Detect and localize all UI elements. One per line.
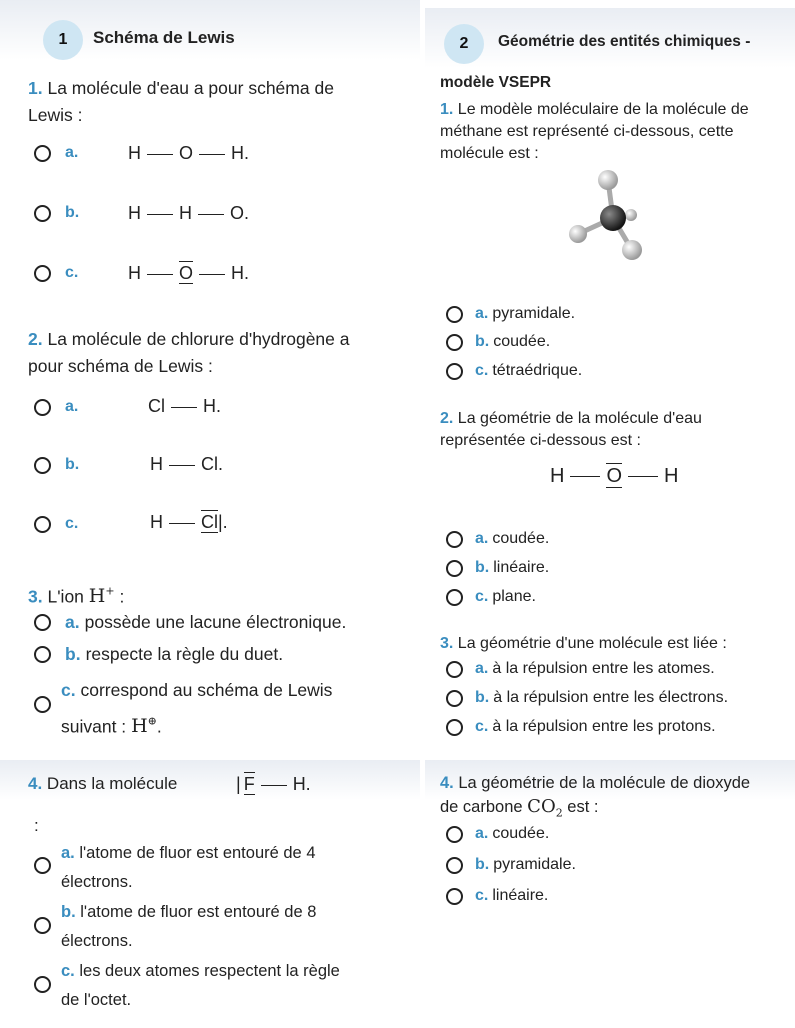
atom: H — [664, 465, 679, 487]
option-letter: a. — [475, 530, 489, 547]
option-b[interactable] — [446, 689, 728, 707]
radio-button[interactable] — [446, 826, 463, 843]
atom: H — [128, 203, 141, 223]
carbon-atom — [600, 205, 626, 231]
question-text — [440, 408, 702, 452]
lewis-formula — [128, 263, 249, 284]
atom: H — [128, 143, 141, 163]
bond-line — [147, 214, 173, 216]
question-text — [440, 771, 750, 826]
radio-button[interactable] — [34, 399, 51, 416]
option-b[interactable] — [446, 856, 576, 874]
hydrogen-atom — [622, 240, 642, 260]
bond-line — [169, 523, 195, 525]
option-text: à la répulsion entre les protons. — [492, 718, 716, 735]
question-number: 4. — [440, 774, 454, 792]
option-c[interactable] — [34, 515, 78, 533]
bond-line — [570, 476, 600, 478]
atom-with-lone-pairs: O — [179, 263, 194, 283]
radio-button[interactable] — [446, 531, 463, 548]
radio-button[interactable] — [34, 646, 51, 663]
option-letter: c. — [475, 718, 489, 735]
option-letter: c. — [475, 887, 489, 904]
option-text: pyramidale. — [493, 856, 576, 873]
option-a[interactable] — [446, 530, 549, 548]
lewis-formula — [128, 143, 249, 164]
option-letter: c. — [65, 264, 79, 281]
question-number: 1. — [28, 78, 43, 98]
radio-button[interactable] — [34, 696, 51, 713]
option-c[interactable] — [446, 362, 582, 380]
question-line: est : — [567, 798, 599, 816]
question-number: 2. — [28, 329, 43, 349]
option-c[interactable] — [446, 887, 548, 905]
option-letter: c. — [61, 680, 76, 700]
methane-model-illustration — [560, 160, 670, 270]
atom: H. — [231, 263, 250, 283]
option-a[interactable] — [446, 825, 549, 843]
lewis-formula — [550, 465, 678, 488]
atom: O — [179, 143, 194, 163]
atom: H. — [203, 396, 221, 416]
option-text: possède une lacune électronique. — [84, 612, 347, 632]
question-line: L'ion — [47, 586, 84, 607]
option-text: coudée. — [492, 530, 550, 547]
radio-button[interactable] — [446, 888, 463, 905]
lewis-formula — [148, 396, 221, 417]
option-letter: b. — [475, 333, 490, 350]
question-text — [440, 633, 727, 655]
radio-button[interactable] — [34, 976, 51, 993]
option-text: l'atome de fluor est entouré de 8 — [80, 903, 317, 921]
option-letter: a. — [475, 660, 489, 677]
radio-button[interactable] — [446, 857, 463, 874]
radio-button[interactable] — [446, 690, 463, 707]
option-b[interactable] — [34, 644, 283, 665]
bond-line — [169, 465, 195, 467]
radio-button[interactable] — [446, 560, 463, 577]
option-b[interactable] — [34, 204, 79, 222]
lewis-formula — [236, 774, 311, 795]
bond-line — [171, 407, 197, 409]
radio-button[interactable] — [446, 661, 463, 678]
atom: H — [150, 512, 163, 532]
option-c[interactable] — [34, 264, 78, 282]
question-line: Lewis : — [28, 105, 83, 125]
option-text: à la répulsion entre les atomes. — [492, 660, 715, 677]
section-number-badge: 2 — [444, 24, 484, 64]
ion-symbol: H+ — [88, 585, 115, 608]
question-line: La géométrie de la molécule d'eau — [457, 410, 702, 427]
option-text: plane. — [492, 588, 536, 605]
option-text: électrons. — [61, 932, 133, 950]
radio-button[interactable] — [34, 205, 51, 222]
option-a-text — [61, 839, 316, 897]
radio-button[interactable] — [34, 857, 51, 874]
option-letter: a. — [475, 305, 489, 322]
question-line: La géométrie d'une molécule est liée : — [457, 635, 727, 652]
question-number: 3. — [440, 635, 454, 652]
bond-line — [199, 154, 225, 156]
option-c[interactable] — [446, 588, 536, 606]
question-number: 2. — [440, 410, 454, 427]
option-a[interactable] — [34, 144, 78, 162]
atom: H — [150, 454, 163, 474]
atom: Cl. — [201, 454, 223, 474]
question-text — [28, 326, 350, 380]
option-a[interactable] — [34, 612, 346, 633]
radio-button[interactable] — [34, 457, 51, 474]
question-text — [28, 770, 177, 797]
atom: O. — [230, 203, 250, 223]
option-text: coudée. — [493, 333, 551, 350]
question-text — [28, 75, 334, 129]
option-text: électrons. — [61, 873, 133, 891]
option-text: suivant : — [61, 716, 127, 737]
section-title: Géométrie des entités chimiques - — [498, 33, 751, 50]
option-text: correspond au schéma de Lewis — [80, 680, 333, 700]
option-letter: a. — [65, 398, 79, 415]
option-c[interactable] — [34, 696, 51, 713]
option-text: l'atome de fluor est entouré de 4 — [79, 844, 316, 862]
option-text: de l'octet. — [61, 991, 132, 1009]
option-letter: a. — [475, 825, 489, 842]
question-line: pour schéma de Lewis : — [28, 356, 213, 376]
option-c[interactable] — [446, 718, 716, 736]
option-letter: b. — [65, 204, 80, 221]
bond-line — [261, 785, 287, 787]
lone-pair-bar: |. — [218, 512, 228, 532]
option-text: linéaire. — [493, 559, 550, 576]
hydrogen-atom — [625, 209, 637, 221]
option-text: pyramidale. — [492, 305, 576, 322]
question-text — [28, 578, 124, 610]
radio-button[interactable] — [34, 516, 51, 533]
option-letter: b. — [475, 559, 490, 576]
radio-button[interactable] — [34, 145, 51, 162]
question-line: méthane est représenté ci-dessous, cette — [440, 123, 734, 140]
hydrogen-atom — [598, 170, 618, 190]
option-letter: a. — [65, 612, 80, 632]
radio-button[interactable] — [446, 334, 463, 351]
radio-button[interactable] — [34, 917, 51, 934]
co2-formula: $CO_2$ — [527, 796, 563, 820]
option-c[interactable] — [34, 976, 51, 993]
lewis-formula — [150, 454, 223, 475]
question-line: La géométrie de la molécule de dioxyde — [458, 774, 751, 792]
option-letter: b. — [475, 689, 490, 706]
option-letter: c. — [475, 588, 489, 605]
option-letter: c. — [475, 362, 489, 379]
radio-button[interactable] — [446, 363, 463, 380]
bond-line — [147, 154, 173, 156]
atom: H — [128, 263, 141, 283]
option-letter: c. — [61, 962, 75, 980]
question-text — [440, 99, 749, 165]
hydrogen-atom — [569, 225, 587, 243]
option-letter: b. — [65, 456, 80, 473]
question-line: La molécule d'eau a pour schéma de — [47, 78, 334, 98]
question-line: La molécule de chlorure d'hydrogène a — [47, 329, 350, 349]
lewis-symbol: H⊕ — [131, 715, 157, 738]
atom: H. — [292, 774, 311, 794]
option-c-text — [61, 957, 340, 1015]
radio-button[interactable] — [34, 614, 51, 631]
option-letter: b. — [475, 856, 490, 873]
atom: H — [550, 465, 565, 487]
colon: : — [34, 816, 39, 835]
question-number: 1. — [440, 101, 454, 118]
option-text: linéaire. — [492, 887, 549, 904]
option-letter: b. — [61, 903, 76, 921]
question-number: 4. — [28, 774, 43, 793]
bond-line — [147, 274, 173, 276]
section-number-badge: 1 — [43, 20, 83, 60]
option-a[interactable] — [446, 305, 575, 323]
option-b[interactable] — [34, 456, 79, 474]
radio-button[interactable] — [446, 719, 463, 736]
atom-with-lone-pairs: O — [606, 465, 623, 487]
question-line: molécule est : — [440, 145, 539, 162]
bond-line — [628, 476, 658, 478]
option-letter: c. — [65, 515, 79, 532]
option-text: à la répulsion entre les électrons. — [493, 689, 729, 706]
lewis-formula — [128, 203, 249, 224]
option-b[interactable] — [34, 917, 51, 934]
radio-button[interactable] — [446, 589, 463, 606]
option-text: les deux atomes respectent la règle — [79, 962, 340, 980]
radio-button[interactable] — [446, 306, 463, 323]
atom-with-lone-pairs: Cl — [201, 512, 218, 532]
option-text: respecte la règle du duet. — [85, 644, 284, 664]
option-text: tétraédrique. — [492, 362, 583, 379]
atom: Cl — [148, 396, 165, 416]
section-title-line2: modèle VSEPR — [440, 74, 552, 91]
question-line: représentée ci-dessous est : — [440, 432, 641, 449]
option-b[interactable] — [446, 559, 549, 577]
radio-button[interactable] — [34, 265, 51, 282]
atom: H. — [231, 143, 250, 163]
atom-with-lone-pairs: F — [243, 774, 255, 794]
option-letter: b. — [65, 644, 81, 664]
atom: H — [179, 203, 192, 223]
option-b-text — [61, 898, 316, 956]
option-a[interactable] — [446, 660, 715, 678]
option-letter: a. — [61, 844, 75, 862]
question-line: Dans la molécule — [46, 774, 178, 793]
lewis-formula — [150, 512, 228, 533]
option-a[interactable] — [34, 398, 78, 416]
section-title: Schéma de Lewis — [93, 28, 235, 47]
question-line: Le modèle moléculaire de la molécule de — [457, 101, 749, 118]
lone-pair-bar: | — [236, 774, 241, 794]
colon: : — [119, 586, 125, 607]
bond-line — [199, 274, 225, 276]
option-b[interactable] — [446, 333, 550, 351]
question-line: de carbone — [440, 798, 523, 816]
option-c-text: c. correspond au schéma de Lewis suivant : H⊕. — [61, 680, 333, 738]
option-a[interactable] — [34, 857, 51, 874]
bond-line — [198, 214, 224, 216]
option-letter: a. — [65, 144, 79, 161]
question-number: 3. — [28, 586, 43, 607]
option-text: coudée. — [492, 825, 550, 842]
